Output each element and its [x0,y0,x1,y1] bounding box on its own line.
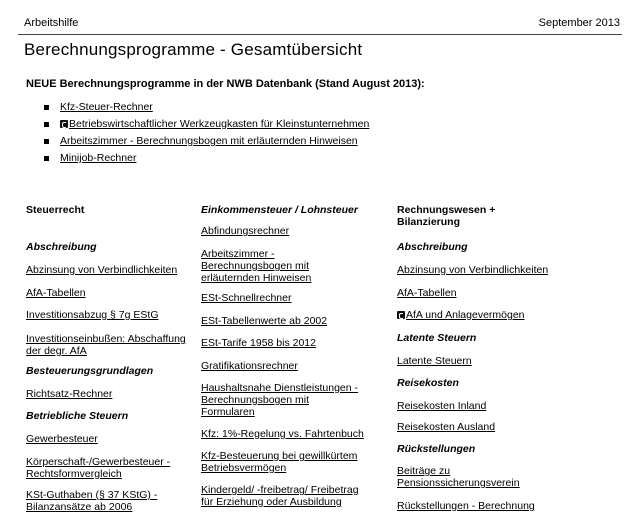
category-betriebliche-steuern: Betriebliche Steuern [26,410,129,422]
link-line: AfA und Anlagevermögen [406,309,525,321]
page-title: Berechnungsprogramme - Gesamtübersicht [24,40,363,59]
link-line: Beiträge zu [397,465,451,477]
link-afa-anlagevermoegen[interactable] [397,309,565,321]
category-rueckstellungen: Rückstellungen [397,443,476,455]
link-afa-tabellen[interactable]: AfA-Tabellen [26,287,86,299]
header-date: September 2013 [538,17,620,29]
link-est-tarife[interactable]: ESt-Tarife 1958 bis 2012 [201,337,316,349]
link-latente-steuern[interactable]: Latente Steuern [397,355,472,367]
link-line: für Erziehung oder Ausbildung [201,496,342,508]
category-abschreibung: Abschreibung [397,241,468,253]
link-line: Berechnungsbogen mit [201,260,309,272]
list-item [44,100,369,117]
link-line: Formularen [201,406,255,418]
link-line: Rechtsformvergleich [26,468,122,480]
link-kindergeld[interactable] [201,484,381,508]
pdf-icon [60,120,68,128]
link-line: Kfz-Besteuerung bei gewillkürtem [201,450,358,462]
link-line: der degr. AfA [26,345,87,357]
column-heading: Steuerrecht [26,204,85,216]
link-line: Körperschaft-/Gewerbesteuer - [26,456,171,468]
list-item [44,151,369,168]
link-beitraege-psv[interactable] [397,465,565,489]
link-koerperschaft[interactable] [26,456,206,480]
link-rueckstellungen-berechnung[interactable]: Rückstellungen - Berechnung [397,500,535,512]
pdf-icon [397,311,405,319]
column-heading: Einkommensteuer / Lohnsteuer [201,204,358,216]
link-est-tabellenwerte[interactable]: ESt-Tabellenwerte ab 2002 [201,315,328,327]
list-item [44,134,369,151]
link-haushaltsnahe[interactable] [201,382,381,418]
link-line: Berechnungsbogen mit [201,394,309,406]
link-line: Arbeitszimmer - [201,248,275,260]
link-gewerbesteuer[interactable]: Gewerbesteuer [26,433,98,445]
link-werkzeugkasten[interactable]: Betriebswirtschaftlicher Werkzeugkasten für Kleinstunternehmen [69,118,370,130]
link-arbeitszimmer[interactable] [201,248,381,284]
link-reisekosten-ausland[interactable]: Reisekosten Ausland [397,421,496,433]
header-label: Arbeitshilfe [24,17,79,29]
link-arbeitszimmer-new[interactable]: Arbeitszimmer - Berechnungsbogen mit erläuternden Hinweisen [60,135,358,147]
heading-line: Rechnungswesen + [397,204,496,216]
list-item [44,117,369,134]
link-reisekosten-inland[interactable]: Reisekosten Inland [397,400,487,412]
intro-text: NEUE Berechnungsprogramme in der NWB Datenbank (Stand August 2013): [26,78,425,90]
bullet-icon [44,105,49,110]
category-besteuerungsgrundlagen: Besteuerungsgrundlagen [26,365,154,377]
bullet-icon [44,122,49,127]
page-header [18,14,622,35]
link-investitionsabzug[interactable]: Investitionsabzug § 7g EStG [26,309,159,321]
link-line: Investitionseinbußen: Abschaffung [26,333,186,345]
category-abschreibung: Abschreibung [26,241,97,253]
link-line: Haushaltsnahe Dienstleistungen - [201,382,359,394]
link-minijob-rechner[interactable]: Minijob-Rechner [60,152,137,164]
bullet-icon [44,156,49,161]
bullet-icon [44,139,49,144]
link-line: Betriebsvermögen [201,462,287,474]
new-programs-list [44,100,369,168]
link-kst-guthaben[interactable] [26,489,206,513]
link-gratifikationsrechner[interactable]: Gratifikationsrechner [201,360,298,372]
link-abzinsung[interactable]: Abzinsung von Verbindlichkeiten [397,264,549,276]
category-reisekosten: Reisekosten [397,377,459,389]
link-kfz-besteuerung[interactable] [201,450,381,474]
category-latente-steuern: Latente Steuern [397,332,477,344]
column-heading [397,204,565,228]
link-abfindungsrechner[interactable]: Abfindungsrechner [201,225,290,237]
link-investitionseinbussen[interactable] [26,333,206,357]
link-kfz-regelung[interactable]: Kfz: 1%-Regelung vs. Fahrtenbuch [201,428,364,440]
link-line: Kindergeld/ -freibetrag/ Freibetrag [201,484,359,496]
link-line: erläuternden Hinweisen [201,272,312,284]
link-line: Pensionssicherungsverein [397,477,520,489]
link-richtsatz[interactable]: Richtsatz-Rechner [26,388,113,400]
link-line: Bilanzansätze ab 2006 [26,501,133,513]
link-abzinsung[interactable]: Abzinsung von Verbindlichkeiten [26,264,178,276]
heading-line: Bilanzierung [397,216,461,228]
link-afa-tabellen[interactable]: AfA-Tabellen [397,287,457,299]
link-line: KSt-Guthaben (§ 37 KStG) - [26,489,158,501]
link-kfz-steuer-rechner[interactable]: Kfz-Steuer-Rechner [60,101,153,113]
link-est-schnellrechner[interactable]: ESt-Schnellrechner [201,292,292,304]
